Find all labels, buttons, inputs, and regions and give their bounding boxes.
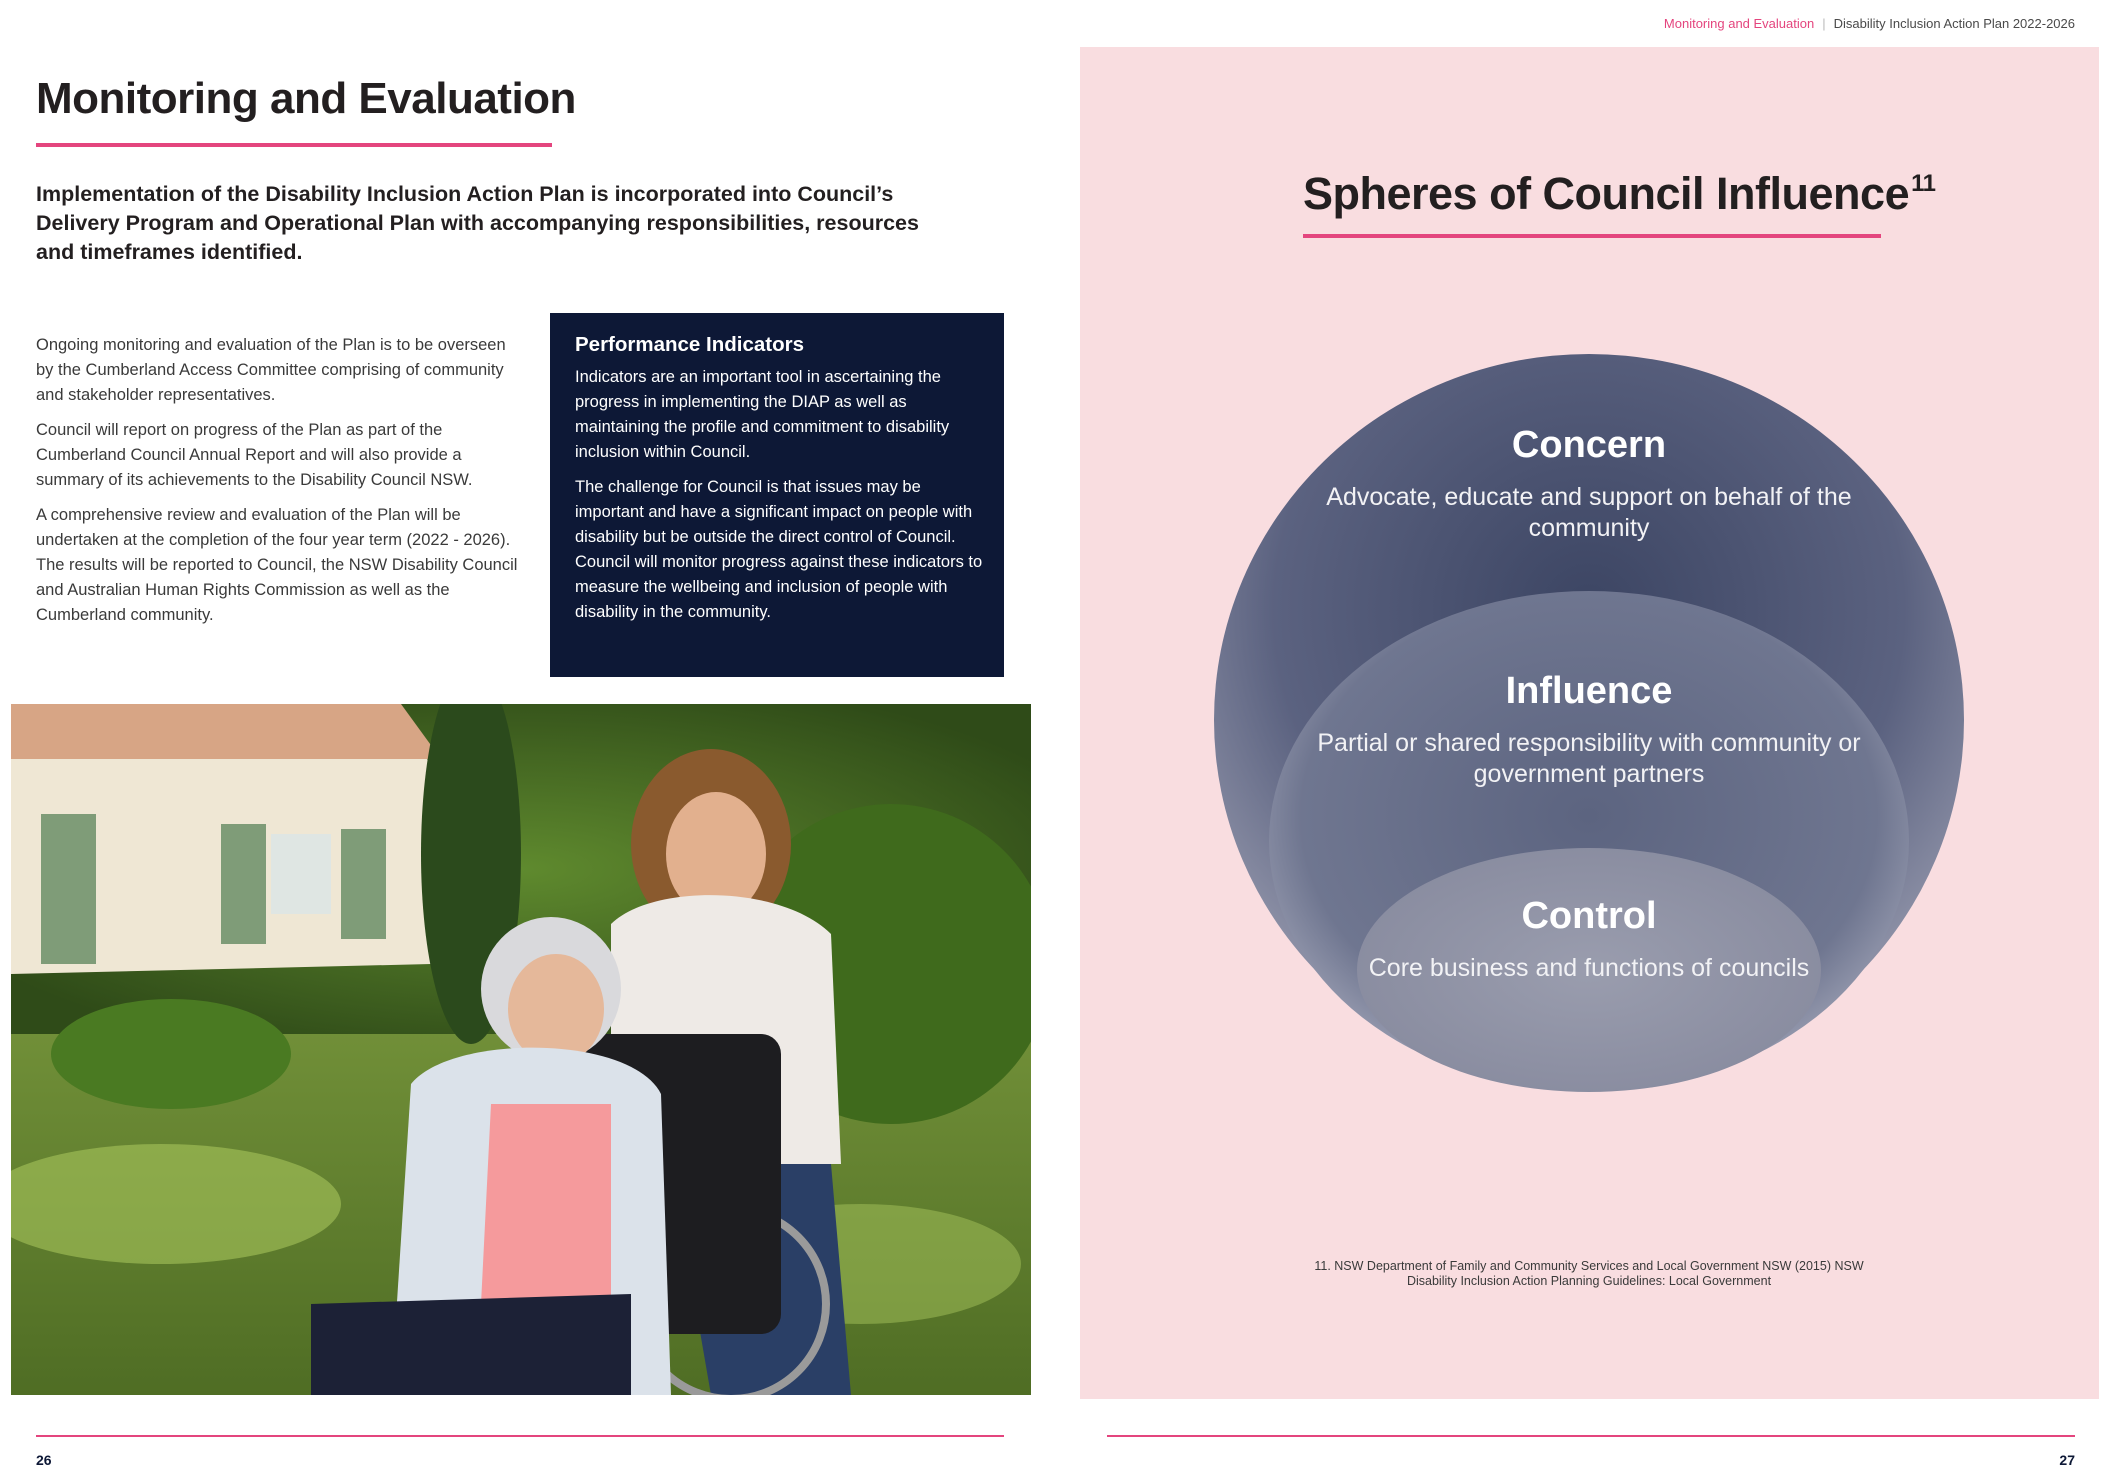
- performance-indicators-paragraph: The challenge for Council is that issues may be important and have a significant impact on people with disability but be outside the direct control of Council. Council will monitor progress against these indicators to measure the wellbeing and inclusion of people with disability in the community.: [575, 478, 983, 621]
- body-column: [36, 333, 522, 638]
- spheres-title-text: Spheres of Council Influence: [1303, 168, 1910, 219]
- sphere-influence-description: Partial or shared responsibility with community or government partners: [1317, 729, 1861, 788]
- title-underline: [36, 143, 552, 147]
- spheres-title: [1303, 168, 1935, 220]
- page-number-right: 27: [2059, 1452, 2075, 1468]
- body-paragraph: Council will report on progress of the Plan as part of the Cumberland Council Annual Report and will also provide a summary of its achievements to the Disability Council NSW.: [36, 421, 473, 489]
- footnote: 11. NSW Department of Family and Community Services and Local Government NSW (2015) NSW Disability Inclusion Action Planning Guidelines: Local Government: [1314, 1259, 1864, 1288]
- body-paragraph: A comprehensive review and evaluation of the Plan will be undertaken at the completion of the four year term (2022 - 2026). The results will be reported to Council, the NSW Disability Council and Australian Human Rights Commission as well as the Cumberland community.: [36, 506, 518, 624]
- photo-women-wheelchair-garden: [11, 704, 1031, 1395]
- sphere-concern-heading: Concern: [1511, 424, 1667, 466]
- body-paragraph: Ongoing monitoring and evaluation of the Plan is to be overseen by the Cumberland Access Committee comprising of community and stakeholder representatives.: [36, 336, 506, 404]
- footnote-marker: 11: [1911, 170, 1936, 197]
- performance-indicators-box: [550, 313, 1004, 677]
- sphere-concern-description: Advocate, educate and support on behalf of the community: [1326, 483, 1852, 542]
- performance-indicators-title: Performance Indicators: [575, 333, 804, 356]
- performance-indicators-paragraph: Indicators are an important tool in ascertaining the progress in implementing the DIAP as well as maintaining the profile and commitment to disability inclusion within Council.: [575, 368, 950, 461]
- sphere-control-heading: Control: [1521, 895, 1657, 937]
- running-header-document: Disability Inclusion Action Plan 2022-2026: [1833, 16, 2075, 31]
- page-number-left: 26: [36, 1452, 52, 1468]
- footer-rule-left: [36, 1435, 1004, 1437]
- page-title: Monitoring and Evaluation: [36, 74, 576, 123]
- sphere-influence-heading: Influence: [1505, 670, 1673, 712]
- running-header-section: Monitoring and Evaluation: [1663, 16, 1815, 31]
- running-header-separator: |: [1822, 16, 1826, 31]
- intro-text: Implementation of the Disability Inclusion Action Plan is incorporated into Council’s Delivery Program and Operational Plan with accompanying responsibilities, resources and timeframes identified.: [36, 182, 919, 264]
- footer-rule-right: [1107, 1435, 2075, 1437]
- sphere-control-description: Core business and functions of councils: [1368, 954, 1810, 982]
- running-header: [1664, 16, 2075, 31]
- spheres-title-underline: [1303, 234, 1881, 238]
